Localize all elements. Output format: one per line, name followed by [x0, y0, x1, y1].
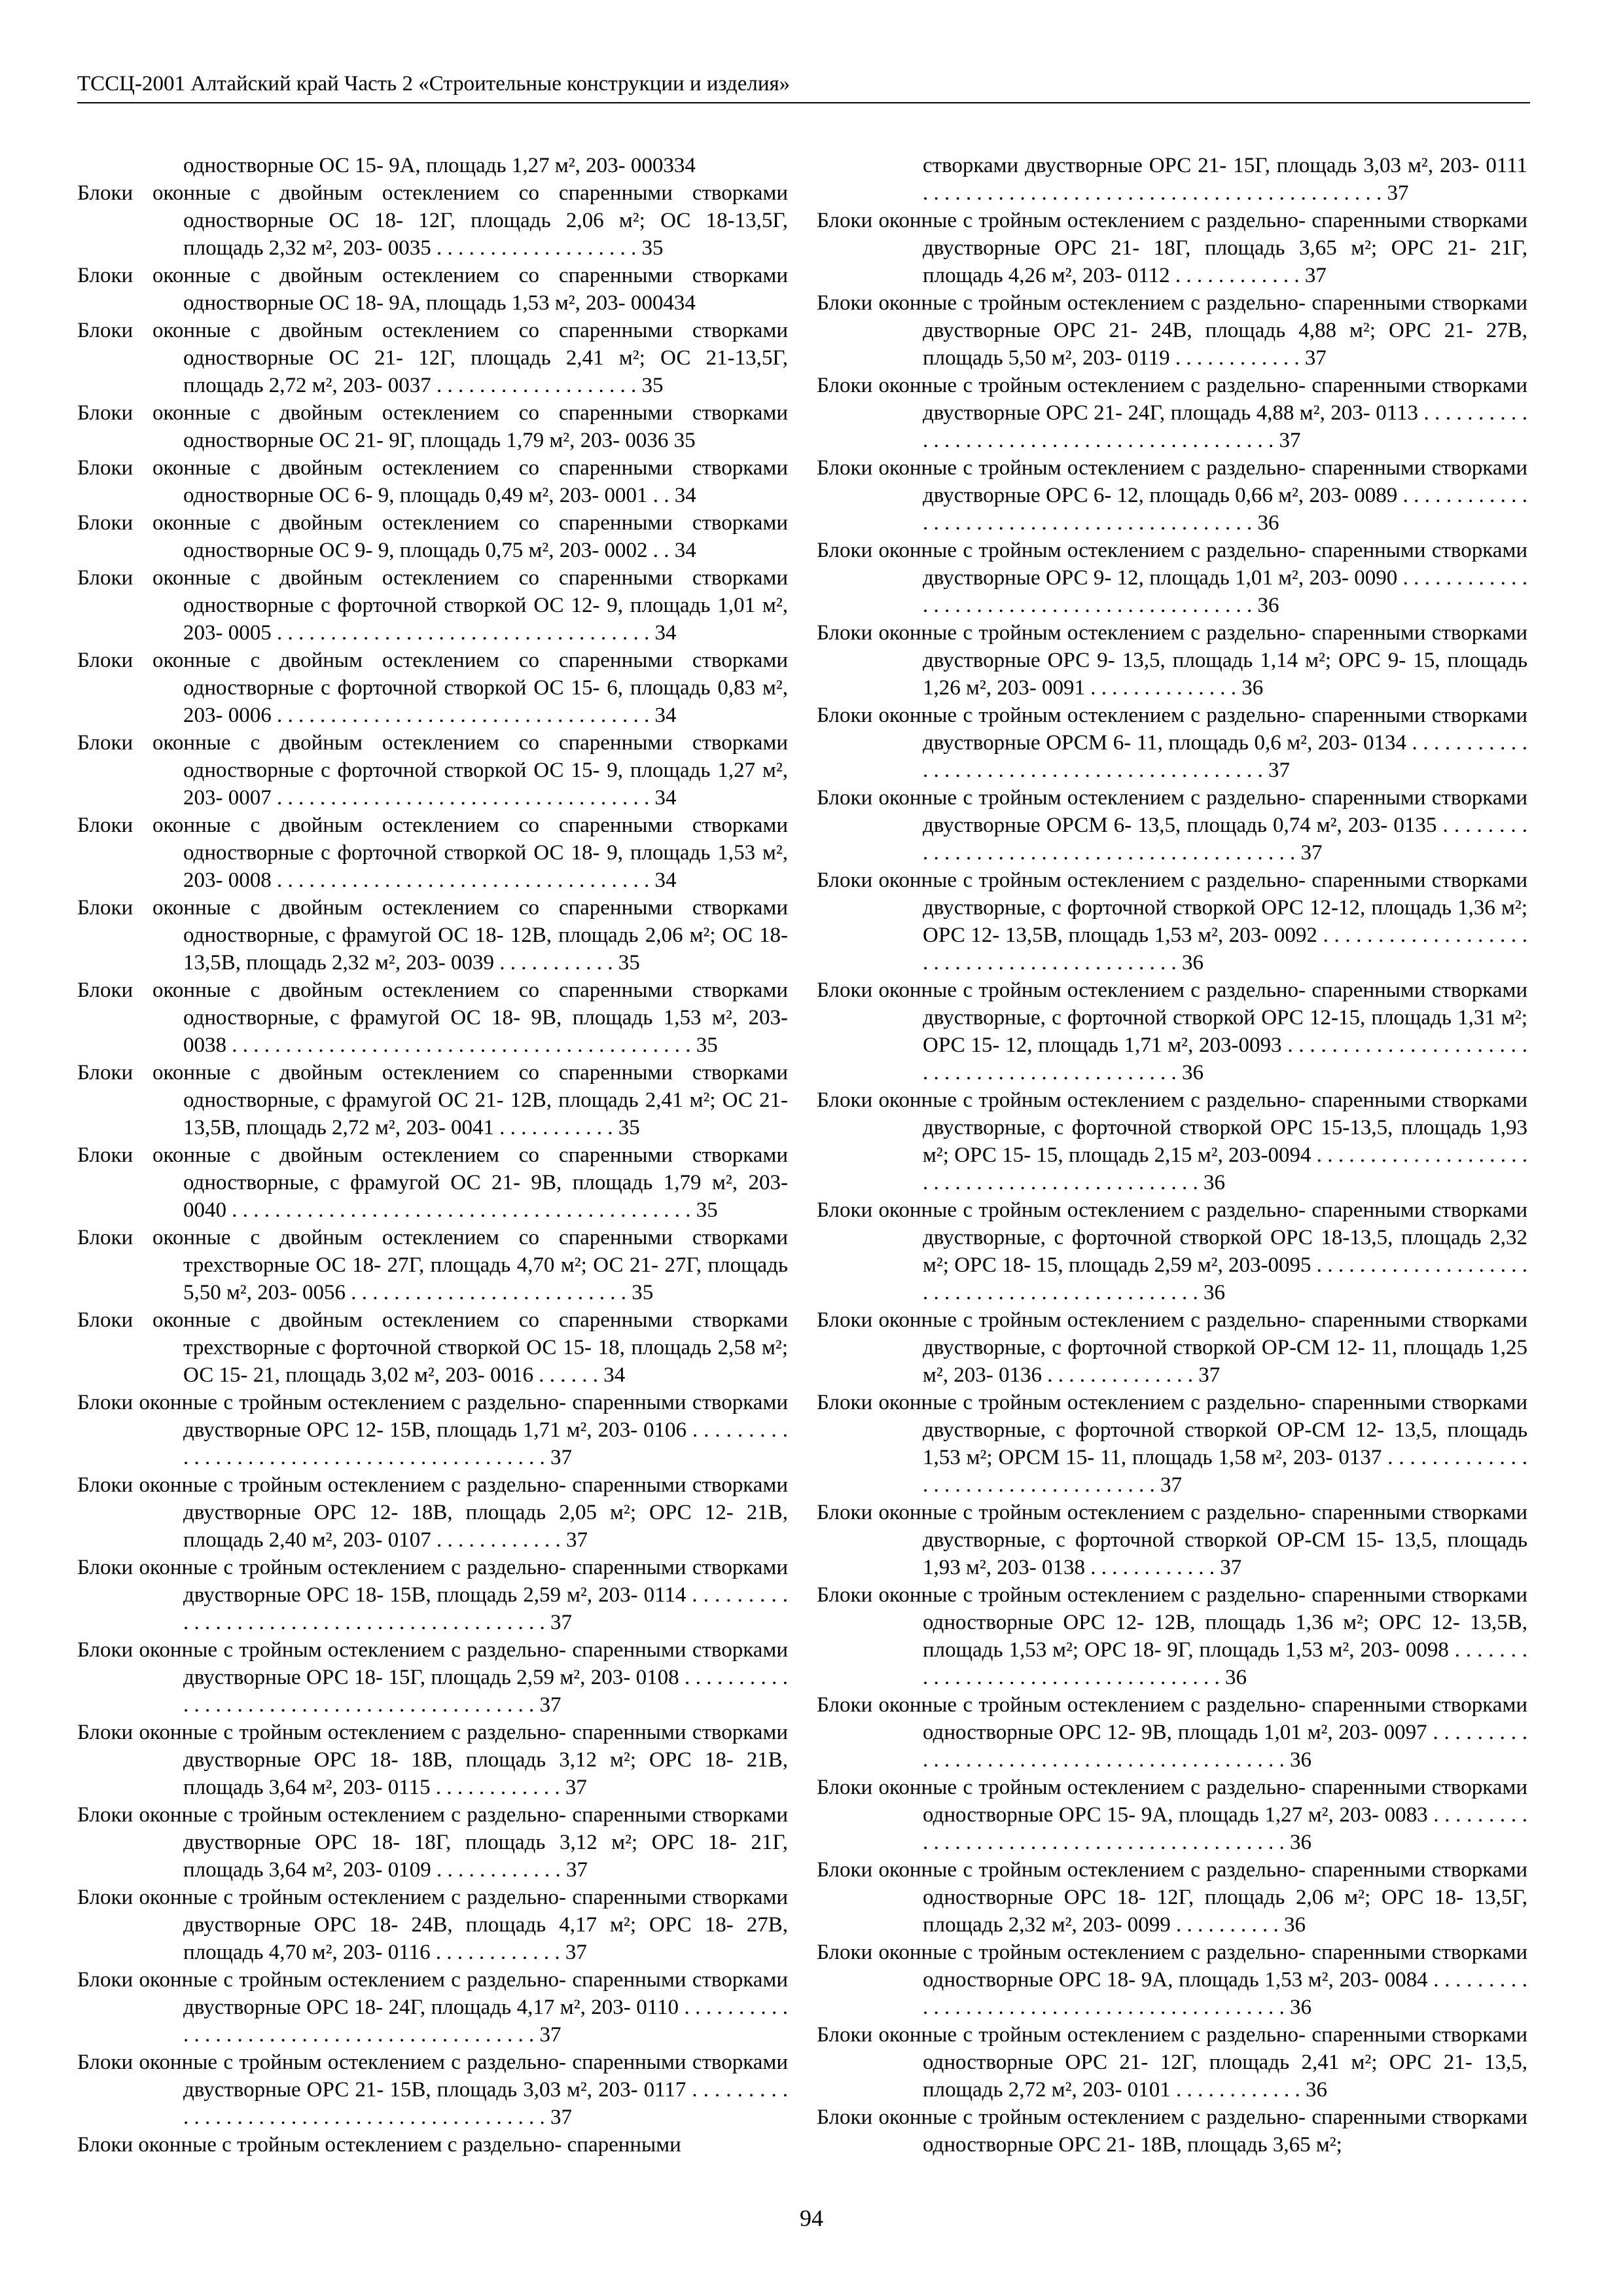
- index-entry: Блоки оконные с тройным остеклением с раздельно- спаренными створками двустворные ОРС 18- 24Г, площадь 4,17 м², 203- 0110 . . . . . . . . . . . . . . . . . . . . . . . . . . . . . . . . . . . . . . . . . . . 37: [77, 1968, 788, 2047]
- index-entry: Блоки оконные с тройным остеклением с раздельно- спаренными створками двустворные ОРС 18- 15В, площадь 2,59 м², 203- 0114 . . . . . . . . . . . . . . . . . . . . . . . . . . . . . . . . . . . . . . . . . . . 37: [77, 1556, 788, 1634]
- index-entry: Блоки оконные с тройным остеклением с раздельно- спаренными створками двустворные ОРС 6- 12, площадь 0,66 м², 203- 0089 . . . . . . . . . . . . . . . . . . . . . . . . . . . . . . . . . . . . . . . . . . . 36: [817, 456, 1527, 535]
- index-entry: Блоки оконные с тройным остеклением с раздельно- спаренными створками двустворные ОРСМ 6- 13,5, площадь 0,74 м², 203- 0135 . . . . . . . . . . . . . . . . . . . . . . . . . . . . . . . . . . . . . . . . . . . 37: [817, 786, 1527, 865]
- index-entry: Блоки оконные с тройным остеклением с раздельно- спаренными створками двустворные ОРС 18- 18Г, площадь 3,12 м²; ОРС 18- 21Г, площадь 3,64 м², 203- 0109 . . . . . . . . . . . . 37: [77, 1803, 788, 1882]
- index-entry: Блоки оконные с тройным остеклением с раздельно- спаренными створками двустворные ОРСМ 6- 11, площадь 0,6 м², 203- 0134 . . . . . . . . . . . . . . . . . . . . . . . . . . . . . . . . . . . . . . . . . . . 37: [817, 704, 1527, 782]
- index-entry: Блоки оконные с тройным остеклением с раздельно- спаренными створками одностворные ОРС 21- 18В, площадь 3,65 м²;: [817, 2106, 1527, 2157]
- index-entry: Блоки оконные с двойным остеклением со спаренными створками одностворные с форточной створкой ОС 18- 9, площадь 1,53 м², 203- 0008 . . . . . . . . . . . . . . . . . . . . . . . . . . . . . . . . . . . 34: [77, 814, 788, 892]
- index-entry: Блоки оконные с тройным остеклением с раздельно- спаренными створками двустворные, с форточной створкой ОР-СМ 15- 13,5, площадь 1,93 м², 203- 0138 . . . . . . . . . . . . 37: [817, 1501, 1527, 1579]
- index-entry: Блоки оконные с тройным остеклением с раздельно- спаренными створками двустворные, с форточной створкой ОРС 18-13,5, площадь 2,32 м²; ОРС 18- 15, площадь 2,59 м², 203-0095 . . . . . . . . . . . . . . . . . . . . . . . . . . . . . . . . . . . . . . . . . . . . . . 36: [817, 1198, 1527, 1304]
- index-entry: Блоки оконные с двойным остеклением со спаренными створками одностворные ОС 21- 12Г, площадь 2,41 м²; ОС 21-13,5Г, площадь 2,72 м², 203- 0037 . . . . . . . . . . . . . . . . . . . 35: [77, 319, 788, 397]
- index-entry: Блоки оконные с тройным остеклением с раздельно- спаренными створками одностворные ОРС 12- 12В, площадь 1,36 м²; ОРС 12- 13,5В, площадь 1,53 м²; ОРС 18- 9Г, площадь 1,53 м², 203- 0098 . . . . . . . . . . . . . . . . . . . . . . . . . . . . . . . . . . . 36: [817, 1583, 1527, 1689]
- index-entry: Блоки оконные с тройным остеклением с раздельно- спаренными створками двустворные, с форточной створкой ОР-СМ 12- 11, площадь 1,25 м², 203- 0136 . . . . . . . . . . . . . . 37: [817, 1308, 1527, 1387]
- index-entry: Блоки оконные с тройным остеклением с раздельно- спаренными створками одностворные ОРС 21- 12Г, площадь 2,41 м²; ОРС 21- 13,5, площадь 2,72 м², 203- 0101 . . . . . . . . . . . . 36: [817, 2023, 1527, 2102]
- index-entry: Блоки оконные с тройным остеклением с раздельно- спаренными створками двустворные ОРС 18- 15Г, площадь 2,59 м², 203- 0108 . . . . . . . . . . . . . . . . . . . . . . . . . . . . . . . . . . . . . . . . . . . 37: [77, 1638, 788, 1717]
- index-entry: Блоки оконные с тройным остеклением с раздельно- спаренными створками одностворные ОРС 15- 9А, площадь 1,27 м², 203- 0083 . . . . . . . . . . . . . . . . . . . . . . . . . . . . . . . . . . . . . . . . . . . 36: [817, 1776, 1527, 1854]
- index-entry: Блоки оконные с тройным остеклением с раздельно- спаренными створками одностворные ОРС 18- 12Г, площадь 2,06 м²; ОРС 18- 13,5Г, площадь 2,32 м², 203- 0099 . . . . . . . . . . 36: [817, 1858, 1527, 1937]
- index-entry: Блоки оконные с двойным остеклением со спаренными створками одностворные, с фрамугой ОС 18- 9В, площадь 1,53 м², 203- 0038 . . . . . . . . . . . . . . . . . . . . . . . . . . . . . . . . . . . . . . . . . . . 35: [77, 978, 788, 1057]
- index-entry: Блоки оконные с двойным остеклением со спаренными створками трехстворные с форточной створкой ОС 15- 18, площадь 2,58 м²; ОС 15- 21, площадь 3,02 м², 203- 0016 . . . . . . 34: [77, 1308, 788, 1387]
- index-entry: Блоки оконные с тройным остеклением с раздельно- спаренными: [77, 2133, 681, 2157]
- index-entry: одностворные ОС 15- 9А, площадь 1,27 м², 203- 000334: [183, 154, 696, 177]
- index-entry: Блоки оконные с тройным остеклением с раздельно- спаренными створками двустворные ОРС 18- 18В, площадь 3,12 м²; ОРС 18- 21В, площадь 3,64 м², 203- 0115 . . . . . . . . . . . . 37: [77, 1721, 788, 1799]
- index-entry: Блоки оконные с тройным остеклением с раздельно- спаренными створками двустворные ОРС 21- 24Г, площадь 4,88 м², 203- 0113 . . . . . . . . . . . . . . . . . . . . . . . . . . . . . . . . . . . . . . . . . . . 37: [817, 374, 1527, 452]
- index-entry: Блоки оконные с двойным остеклением со спаренными створками одностворные, с фрамугой ОС 21- 12В, площадь 2,41 м²; ОС 21- 13,5В, площадь 2,72 м², 203- 0041 . . . . . . . . . . . 35: [77, 1061, 788, 1139]
- index-entry: Блоки оконные с тройным остеклением с раздельно- спаренными створками двустворные ОРС 21- 24В, площадь 4,88 м²; ОРС 21- 27В, площадь 5,50 м², 203- 0119 . . . . . . . . . . . . 37: [817, 291, 1527, 370]
- index-entry: Блоки оконные с двойным остеклением со спаренными створками одностворные ОС 18- 9А, площадь 1,53 м², 203- 000434: [77, 264, 788, 315]
- index-entry: Блоки оконные с двойным остеклением со спаренными створками одностворные с форточной створкой ОС 15- 9, площадь 1,27 м², 203- 0007 . . . . . . . . . . . . . . . . . . . . . . . . . . . . . . . . . . . 34: [77, 731, 788, 810]
- page-number: 94: [800, 2205, 823, 2231]
- index-entry: Блоки оконные с тройным остеклением с раздельно- спаренными створками двустворные, с форточной створкой ОРС 15-13,5, площадь 1,93 м²; ОРС 15- 15, площадь 2,15 м², 203-0094 . . . . . . . . . . . . . . . . . . . . . . . . . . . . . . . . . . . . . . . . . . . . . . 36: [817, 1088, 1527, 1194]
- index-entry: Блоки оконные с тройным остеклением с раздельно- спаренными створками двустворные ОРС 18- 24В, площадь 4,17 м²; ОРС 18- 27В, площадь 4,70 м², 203- 0116 . . . . . . . . . . . . 37: [77, 1886, 788, 1964]
- page-header: ТССЦ-2001 Алтайский край Часть 2 «Строительные конструкции и изделия»: [77, 69, 1530, 103]
- right-column: [817, 152, 1527, 2159]
- index-entry: Блоки оконные с тройным остеклением с раздельно- спаренными створками двустворные ОРС 12- 15В, площадь 1,71 м², 203- 0106 . . . . . . . . . . . . . . . . . . . . . . . . . . . . . . . . . . . . . . . . . . . 37: [77, 1391, 788, 1469]
- index-entry: Блоки оконные с двойным остеклением со спаренными створками одностворные ОС 9- 9, площадь 0,75 м², 203- 0002 . . 34: [77, 511, 788, 562]
- index-entry: Блоки оконные с двойным остеклением со спаренными створками одностворные ОС 18- 12Г, площадь 2,06 м²; ОС 18-13,5Г, площадь 2,32 м², 203- 0035 . . . . . . . . . . . . . . . . . . . 35: [77, 181, 788, 260]
- index-entry: Блоки оконные с двойным остеклением со спаренными створками одностворные с форточной створкой ОС 15- 6, площадь 0,83 м², 203- 0006 . . . . . . . . . . . . . . . . . . . . . . . . . . . . . . . . . . . 34: [77, 649, 788, 727]
- index-entry: Блоки оконные с тройным остеклением с раздельно- спаренными створками двустворные ОРС 12- 18В, площадь 2,05 м²; ОРС 12- 21В, площадь 2,40 м², 203- 0107 . . . . . . . . . . . . 37: [77, 1473, 788, 1552]
- index-entry: Блоки оконные с тройным остеклением с раздельно- спаренными створками двустворные, с форточной створкой ОР-СМ 12- 13,5, площадь 1,53 м²; ОРСМ 15- 11, площадь 1,58 м², 203- 0137 . . . . . . . . . . . . . . . . . . . . . . . . . . . . . . . . . . . 37: [817, 1391, 1527, 1497]
- index-entry: Блоки оконные с двойным остеклением со спаренными створками одностворные, с фрамугой ОС 18- 12В, площадь 2,06 м²; ОС 18- 13,5В, площадь 2,32 м², 203- 0039 . . . . . . . . . . . 35: [77, 896, 788, 975]
- index-entry: Блоки оконные с тройным остеклением с раздельно- спаренными створками двустворные, с форточной створкой ОРС 12-15, площадь 1,31 м²; ОРС 15- 12, площадь 1,71 м², 203-0093 . . . . . . . . . . . . . . . . . . . . . . . . . . . . . . . . . . . . . . . . . . . . . . 36: [817, 978, 1527, 1085]
- index-entry: Блоки оконные с тройным остеклением с раздельно- спаренными створками двустворные ОРС 21- 18Г, площадь 3,65 м²; ОРС 21- 21Г, площадь 4,26 м², 203- 0112 . . . . . . . . . . . . 37: [817, 209, 1527, 287]
- index-entry: Блоки оконные с тройным остеклением с раздельно- спаренными створками одностворные ОРС 18- 9А, площадь 1,53 м², 203- 0084 . . . . . . . . . . . . . . . . . . . . . . . . . . . . . . . . . . . . . . . . . . . 36: [817, 1941, 1527, 2019]
- index-entry: Блоки оконные с двойным остеклением со спаренными створками одностворные, с фрамугой ОС 21- 9В, площадь 1,79 м², 203- 0040 . . . . . . . . . . . . . . . . . . . . . . . . . . . . . . . . . . . . . . . . . . . 35: [77, 1143, 788, 1222]
- index-entry: Блоки оконные с двойным остеклением со спаренными створками одностворные ОС 21- 9Г, площадь 1,79 м², 203- 0036 35: [77, 401, 788, 452]
- index-entry: Блоки оконные с тройным остеклением с раздельно- спаренными створками одностворные ОРС 12- 9В, площадь 1,01 м², 203- 0097 . . . . . . . . . . . . . . . . . . . . . . . . . . . . . . . . . . . . . . . . . . . 36: [817, 1693, 1527, 1772]
- index-entry: Блоки оконные с двойным остеклением со спаренными створками одностворные ОС 6- 9, площадь 0,49 м², 203- 0001 . . 34: [77, 456, 788, 507]
- left-column: [77, 152, 788, 2159]
- index-entry: Блоки оконные с двойным остеклением со спаренными створками одностворные с форточной створкой ОС 12- 9, площадь 1,01 м², 203- 0005 . . . . . . . . . . . . . . . . . . . . . . . . . . . . . . . . . . . 34: [77, 566, 788, 645]
- index-entry: Блоки оконные с тройным остеклением с раздельно- спаренными створками двустворные ОРС 9- 13,5, площадь 1,14 м²; ОРС 9- 15, площадь 1,26 м², 203- 0091 . . . . . . . . . . . . . . 36: [817, 621, 1527, 700]
- index-entry: Блоки оконные с тройным остеклением с раздельно- спаренными створками двустворные ОРС 21- 15В, площадь 3,03 м², 203- 0117 . . . . . . . . . . . . . . . . . . . . . . . . . . . . . . . . . . . . . . . . . . . 37: [77, 2051, 788, 2129]
- index-entry: Блоки оконные с тройным остеклением с раздельно- спаренными створками двустворные, с форточной створкой ОРС 12-12, площадь 1,36 м²; ОРС 12- 13,5В, площадь 1,53 м², 203- 0092 . . . . . . . . . . . . . . . . . . . . . . . . . . . . . . . . . . . . . . . . . . . 36: [817, 869, 1527, 975]
- index-entry: Блоки оконные с тройным остеклением с раздельно- спаренными створками двустворные ОРС 9- 12, площадь 1,01 м², 203- 0090 . . . . . . . . . . . . . . . . . . . . . . . . . . . . . . . . . . . . . . . . . . . 36: [817, 539, 1527, 617]
- index-entry: створками двустворные ОРС 21- 15Г, площадь 3,03 м², 203- 0111 . . . . . . . . . . . . . . . . . . . . . . . . . . . . . . . . . . . . . . . . . . . 37: [923, 154, 1527, 205]
- index-entry: Блоки оконные с двойным остеклением со спаренными створками трехстворные ОС 18- 27Г, площадь 4,70 м²; ОС 21- 27Г, площадь 5,50 м², 203- 0056 . . . . . . . . . . . . . . . . . . . . . . . . . . 35: [77, 1226, 788, 1304]
